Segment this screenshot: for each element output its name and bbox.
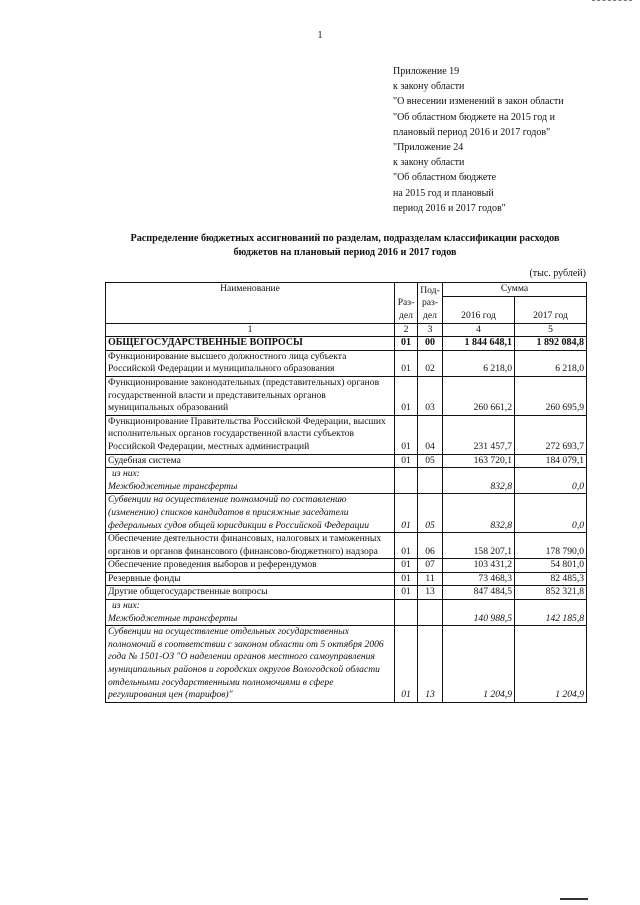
table-row xyxy=(106,415,587,454)
annex-line: на 2015 год и плановый xyxy=(393,187,494,199)
row-sum-2016: 231 457,7 xyxy=(443,415,515,454)
row-razdel: 01 xyxy=(395,494,418,533)
table-row xyxy=(106,572,587,586)
table-row xyxy=(106,586,587,600)
row-sum-2017: 82 485,3 xyxy=(515,572,587,586)
row-sum-2016: 832,8 xyxy=(443,468,515,494)
header-razdel: Раз- дел xyxy=(395,283,418,324)
row-sum-2016: 1 204,9 xyxy=(443,626,515,703)
page-number: 1 xyxy=(317,30,323,41)
row-sum-2017: 142 185,8 xyxy=(515,600,587,626)
annex-line: период 2016 и 2017 годов" xyxy=(393,202,506,214)
row-podrazdel: 02 xyxy=(418,350,443,376)
annex-line: "О внесении изменений в закон области xyxy=(393,96,564,108)
column-number-row xyxy=(106,323,587,337)
annex-line: "Об областном бюджете xyxy=(393,172,497,184)
header-name: Наименование xyxy=(106,283,395,324)
row-podrazdel: 11 xyxy=(418,572,443,586)
row-podrazdel: 03 xyxy=(418,376,443,415)
table-row xyxy=(106,559,587,573)
row-name: Обеспечение деятельности финансовых, налоговых и таможенных органов и органов финансового (финансово-бюджетного) надзора xyxy=(106,533,395,559)
row-podrazdel: 04 xyxy=(418,415,443,454)
row-name: Субвенции на осуществление отдельных государственных полномочий в соответствии с законом области от 5 октября 2006 года № 1501-ОЗ "О наделении органов местного самоуправления муниципальных районов и городских округов Вологодской области отдельными государственными полномочиями в сфере регулирования цен (тарифов)" xyxy=(106,626,395,703)
row-name: Обеспечение проведения выборов и референдумов xyxy=(106,559,395,573)
row-sum-2017: 852 321,8 xyxy=(515,586,587,600)
row-name-prefix: из них: xyxy=(112,600,140,612)
row-sum-2017: 54 801,0 xyxy=(515,559,587,573)
table-row xyxy=(106,533,587,559)
annex-line: к закону области xyxy=(393,81,465,93)
row-razdel: 01 xyxy=(395,350,418,376)
row-name: ОБЩЕГОСУДАРСТВЕННЫЕ ВОПРОСЫ xyxy=(106,337,395,351)
scan-edge-mark xyxy=(560,898,588,900)
row-name: Функционирование высшего должностного лица субъекта Российской Федерации и муниципального образования xyxy=(106,350,395,376)
row-podrazdel: 00 xyxy=(418,337,443,351)
row-razdel: 01 xyxy=(395,559,418,573)
row-razdel: 01 xyxy=(395,572,418,586)
annex-block xyxy=(393,64,633,216)
units-label: (тыс. рублей) xyxy=(529,268,586,279)
title-line-2: бюджетов на плановый период 2016 и 2017 годов xyxy=(233,247,457,258)
row-name-prefix: из них: xyxy=(112,468,140,480)
row-sum-2016: 73 468,3 xyxy=(443,572,515,586)
table-row xyxy=(106,337,587,351)
header-summa: Сумма xyxy=(443,283,587,297)
row-razdel: 01 xyxy=(395,337,418,351)
row-razdel: 01 xyxy=(395,586,418,600)
row-sum-2016: 832,8 xyxy=(443,494,515,533)
row-sum-2017: 178 790,0 xyxy=(515,533,587,559)
row-razdel: 01 xyxy=(395,533,418,559)
table-row xyxy=(106,494,587,533)
row-sum-2016: 6 218,0 xyxy=(443,350,515,376)
scan-edge-mark xyxy=(592,0,632,3)
row-sum-2016: 260 661,2 xyxy=(443,376,515,415)
row-podrazdel: 07 xyxy=(418,559,443,573)
row-sum-2017: 184 079,1 xyxy=(515,454,587,468)
row-razdel: 01 xyxy=(395,376,418,415)
row-razdel xyxy=(395,600,418,626)
row-sum-2017: 260 695,9 xyxy=(515,376,587,415)
row-name: Функционирование законодательных (представительных) органов государственной власти и представительных органов муниципальных образований xyxy=(106,376,395,415)
row-sum-2017: 0,0 xyxy=(515,494,587,533)
row-razdel: 01 xyxy=(395,626,418,703)
annex-line: к закону области xyxy=(393,157,465,169)
row-name-main: Межбюджетные трансферты xyxy=(108,612,238,624)
row-sum-2017: 272 693,7 xyxy=(515,415,587,454)
table-row xyxy=(106,376,587,415)
header-podrazdel: Под- раз- дел xyxy=(418,283,443,324)
header-year-2017: 2017 год xyxy=(515,296,587,323)
row-name-main: Межбюджетные трансферты xyxy=(108,480,238,492)
row-sum-2016: 1 844 648,1 xyxy=(443,337,515,351)
row-podrazdel: 05 xyxy=(418,454,443,468)
row-podrazdel: 06 xyxy=(418,533,443,559)
row-sum-2016: 163 720,1 xyxy=(443,454,515,468)
row-name xyxy=(106,600,395,626)
annex-line: "Об областном бюджете на 2015 год и xyxy=(393,111,555,123)
row-podrazdel: 13 xyxy=(418,626,443,703)
row-sum-2017: 1 892 084,8 xyxy=(515,337,587,351)
document-title xyxy=(100,232,590,260)
row-podrazdel: 13 xyxy=(418,586,443,600)
table-row xyxy=(106,454,587,468)
column-number: 2 xyxy=(395,323,418,337)
row-sum-2017: 6 218,0 xyxy=(515,350,587,376)
table-row xyxy=(106,626,587,703)
column-number: 1 xyxy=(106,323,395,337)
row-name: Резервные фонды xyxy=(106,572,395,586)
header-year-2016: 2016 год xyxy=(443,296,515,323)
table-row-subtotal xyxy=(106,468,587,494)
title-line-1: Распределение бюджетных ассигнований по разделам, подразделам классификации расходов xyxy=(130,233,560,244)
row-razdel: 01 xyxy=(395,415,418,454)
row-podrazdel xyxy=(418,468,443,494)
table-row xyxy=(106,350,587,376)
row-podrazdel: 05 xyxy=(418,494,443,533)
row-sum-2016: 847 484,5 xyxy=(443,586,515,600)
column-number: 5 xyxy=(515,323,587,337)
row-sum-2016: 103 431,2 xyxy=(443,559,515,573)
table-header-row xyxy=(106,283,587,297)
row-podrazdel xyxy=(418,600,443,626)
row-name xyxy=(106,468,395,494)
annex-line: "Приложение 24 xyxy=(393,142,464,154)
row-sum-2017: 1 204,9 xyxy=(515,626,587,703)
row-sum-2016: 140 988,5 xyxy=(443,600,515,626)
row-razdel xyxy=(395,468,418,494)
annex-line: Приложение 19 xyxy=(393,66,460,77)
budget-table xyxy=(105,282,587,703)
row-name: Судебная система xyxy=(106,454,395,468)
table-row-subtotal xyxy=(106,600,587,626)
column-number: 3 xyxy=(418,323,443,337)
annex-line: плановый период 2016 и 2017 годов" xyxy=(393,126,551,138)
row-name: Другие общегосударственные вопросы xyxy=(106,586,395,600)
row-name: Функционирование Правительства Российской Федерации, высших исполнительных органов государственной власти субъектов Российской Федерации, местных администраций xyxy=(106,415,395,454)
row-name: Субвенции на осуществление полномочий по составлению (изменению) списков кандидатов в присяжные заседатели федеральных судов общей юрисдикции в Российской Федерации xyxy=(106,494,395,533)
row-razdel: 01 xyxy=(395,454,418,468)
row-sum-2016: 158 207,1 xyxy=(443,533,515,559)
column-number: 4 xyxy=(443,323,515,337)
row-sum-2017: 0,0 xyxy=(515,468,587,494)
